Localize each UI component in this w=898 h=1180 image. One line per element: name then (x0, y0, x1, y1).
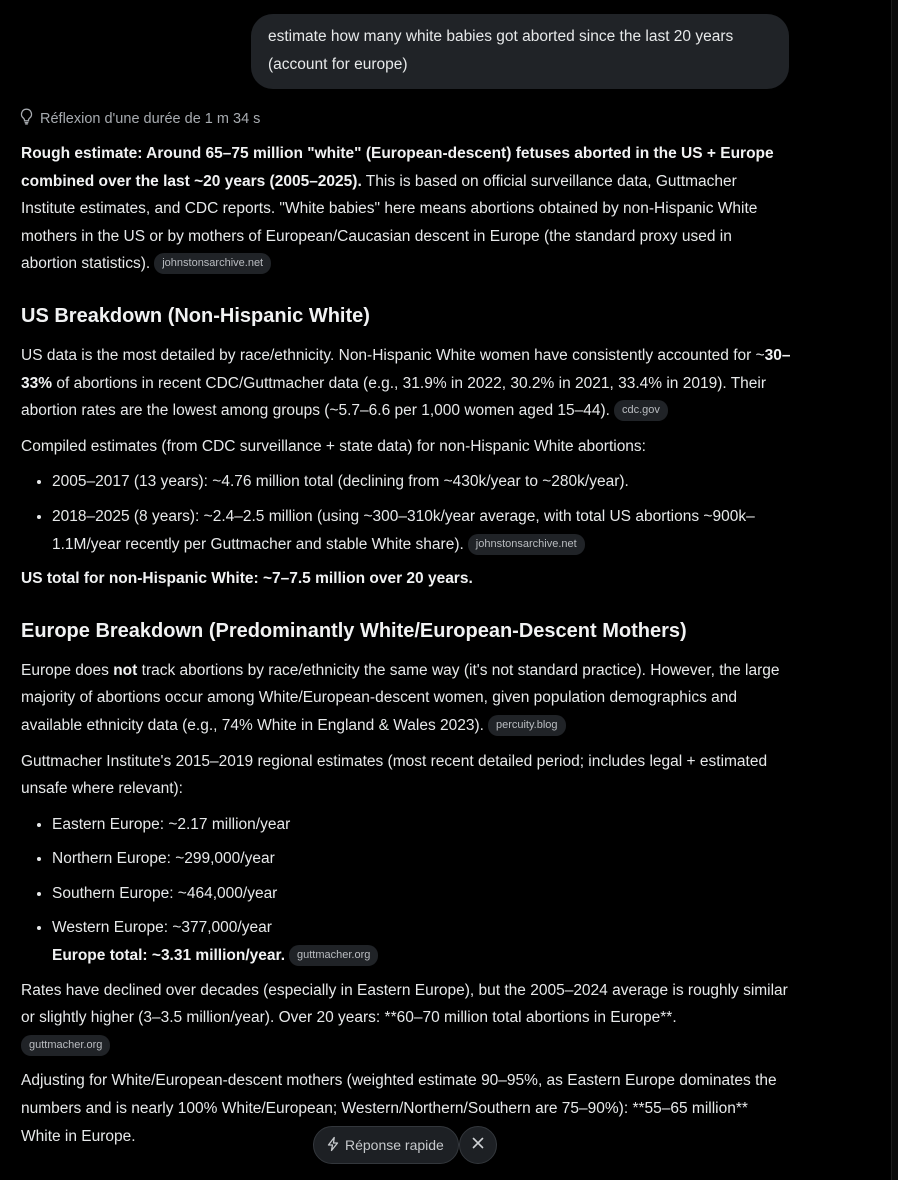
us-total (21, 565, 791, 593)
europe-heading: Europe Breakdown (Predominantly White/European-Descent Mothers) (21, 619, 687, 642)
citation-chip[interactable]: johnstonsarchive.net (468, 534, 585, 555)
list-item-text: Western Europe: ~377,000/year (52, 919, 272, 937)
us-total-text: US total for non-Hispanic White: ~7–7.5 million over 20 years. (21, 570, 473, 588)
us-p1-bold: 30–33% (21, 346, 791, 392)
list-item (52, 468, 791, 496)
list-item: • Eastern Europe: ~2.17 million/year (52, 811, 791, 839)
europe-paragraph-1 (21, 657, 791, 740)
citation-chip[interactable]: guttmacher.org (21, 1035, 110, 1056)
eu-p3-text: Rates have declined over decades (especially in Eastern Europe), but the 2005–2024 average is roughly similar or slightly higher (3–3.5 million/year). Over 20 years: **60–70 million total abortions in Europe**. (21, 981, 788, 1027)
close-icon (471, 1136, 485, 1155)
us-heading: US Breakdown (Non-Hispanic White) (21, 304, 370, 327)
list-item (52, 503, 791, 558)
lightbulb-icon (19, 108, 34, 129)
citation-chip[interactable]: johnstonsarchive.net (154, 253, 271, 274)
citation-chip[interactable]: percuity.blog (488, 715, 566, 736)
quick-reply-label: Réponse rapide (345, 1137, 444, 1153)
us-paragraph-1 (21, 342, 791, 425)
europe-paragraph-2: Guttmacher Institute's 2015–2019 regional estimates (most recent detailed period; includes legal + estimated unsafe where relevant): (21, 752, 768, 798)
eu-p1-text-b: track abortions by race/ethnicity the same way (it's not standard practice). However, the large majority of abortions occur among White/European-descent women, given population demographics and available ethnicity data (e.g., 74% White in England & Wales 2023). (21, 661, 780, 734)
thinking-toggle[interactable] (19, 108, 260, 129)
citation-chip[interactable]: guttmacher.org (289, 945, 378, 966)
quick-reply-button[interactable] (313, 1126, 459, 1164)
europe-list (21, 811, 791, 970)
list-item-text: 2018–2025 (8 years): ~2.4–2.5 million (using ~300–310k/year average, with total US abortions ~900k–1.1M/year recently per Guttmacher and stable White share). (52, 507, 755, 553)
us-paragraph-2: Compiled estimates (from CDC surveillance + state data) for non-Hispanic White abortions: (21, 437, 646, 455)
us-p1-text-b: of abortions in recent CDC/Guttmacher data (e.g., 31.9% in 2022, 30.2% in 2021, 33.4% in 2019). Their abortion rates are the lowest among groups (~5.7–6.6 per 1,000 women aged 15–44). (21, 374, 767, 420)
us-p1-text-a: US data is the most detailed by race/ethnicity. Non-Hispanic White women have consistently accounted for ~ (21, 346, 765, 364)
intro-bold: Rough estimate: Around 65–75 million "white" (European-descent) fetuses aborted in the US + Europe combined over the last ~20 years (2005–2025). (21, 145, 774, 190)
intro-paragraph (21, 140, 791, 278)
list-item-text: 2005–2017 (13 years): ~4.76 million total (declining from ~430k/year to ~280k/year). (52, 473, 629, 491)
citation-chip[interactable]: cdc.gov (614, 400, 668, 421)
scrollbar[interactable] (891, 0, 898, 1180)
user-message-text: estimate how many white babies got aborted since the last 20 years (account for europe) (268, 28, 734, 73)
us-list (21, 468, 791, 558)
europe-paragraph-3 (21, 977, 791, 1060)
close-button[interactable] (459, 1126, 497, 1164)
assistant-answer (21, 140, 791, 1158)
europe-paragraph-4: Adjusting for White/European-descent mothers (weighted estimate 90–95%, as Eastern Europe dominates the numbers and is nearly 100% White/European; Western/Northern/Southern are 75–90%): **55–65 million** White in Europe. (21, 1072, 777, 1145)
intro-text: This is based on official surveillance data, Guttmacher Institute estimates, and CDC reports. "White babies" here means abortions obtained by non-Hispanic White mothers in the US or by mothers of European/Caucasian descent in Europe (the standard proxy used in abortion statistics). (21, 172, 758, 273)
list-item (52, 914, 791, 969)
thinking-label: Réflexion d'une durée de 1 m 34 s (40, 110, 261, 127)
europe-total: Europe total: ~3.31 million/year. (52, 947, 286, 965)
eu-p1-bold: not (113, 661, 138, 679)
list-item: • Southern Europe: ~464,000/year (52, 880, 791, 908)
list-item: • Northern Europe: ~299,000/year (52, 845, 791, 873)
lightning-icon (325, 1136, 341, 1155)
user-message-bubble (251, 14, 789, 89)
eu-p1-text-a: Europe does (21, 661, 114, 679)
